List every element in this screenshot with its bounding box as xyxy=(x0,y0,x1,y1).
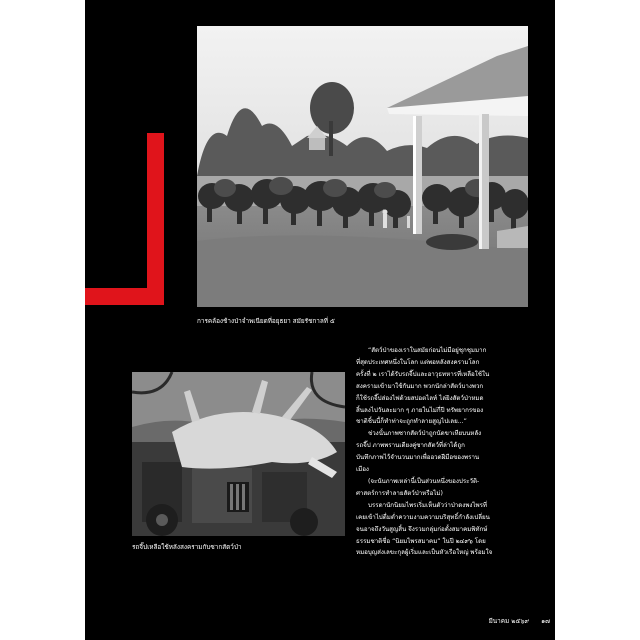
text-line: เคยเข้าไปดื่มด่ำความงามความบริสุทธิ์กำลังเปลี่ยน xyxy=(356,513,490,521)
page-footer xyxy=(479,616,550,626)
jeep-carcass-photo xyxy=(132,372,345,536)
text-line: ที่สุดประเทศหนึ่งในโลก แต่พอหลังสงครามโลก xyxy=(356,358,480,366)
text-line: จนอาจถึงวันสูญสิ้น จึงรวมกลุ่มก่อตั้งสมาคมพิทักษ์ xyxy=(356,525,488,533)
page-number: ๑๗ xyxy=(541,617,550,625)
article-paragraph xyxy=(356,476,528,500)
article-body xyxy=(356,345,528,559)
red-accent-horizontal-bar xyxy=(85,288,164,305)
bottom-photo-caption: รถจี๊ปเหลือใช้หลังสงครามกับซากสัตว์ป่า xyxy=(132,543,242,551)
text-line: รถจี๊ป ภาพพรานเดียงคู่ซากสัตว์ที่ล่าได้ถูก xyxy=(356,442,465,450)
text-line: บรรดานักนิยมไพรเริ่มเห็นตัวว่าป่าดงพงไพรที่ xyxy=(368,501,488,509)
text-line: ธรรมชาติชื่อ “นิยมไพรสมาคม” ในปี ๒๔๙๖ โดย xyxy=(356,537,486,545)
text-line: ครั้งที่ ๒ เราได้รับรถจี๊ปและอาวุธทหารที่เหลือใช้ใน xyxy=(356,370,490,378)
text-line: บันทึกภาพไว้จำนวนมากเพื่ออวดฝีมือของพราน xyxy=(356,454,480,462)
article-paragraph xyxy=(356,428,528,476)
text-line: หมอบุญส่งเลขะกุลผู้เริ่มและเป็นหัวเรือใหญ่ พร้อมใจ xyxy=(356,549,493,557)
text-line: ช่วงนั้นภาพซากสัตว์ป่าถูกนัดขาเหียบนหลัง xyxy=(368,430,482,438)
article-paragraph xyxy=(356,500,528,560)
text-line: สงครามเข้ามาใช้กันมาก พวกนักล่าสัตว์บางพวก xyxy=(356,382,484,390)
text-line: ศาสตร์การทำลายสัตว์ป่าหรือไม่) xyxy=(356,489,443,497)
elephant-kraal-photo xyxy=(197,26,528,307)
text-line: ก็ใช้รถจี๊ปส่องไฟด้วยสปอตไลท์ ไล่ยิงสัตว์ป่าหมด xyxy=(356,394,484,402)
red-accent-vertical-bar xyxy=(147,133,164,305)
text-line: เมือง xyxy=(356,466,369,474)
text-line: (จะนับภาพเหล่านี้เป็นส่วนหนึ่งของประวัติ- xyxy=(368,477,480,485)
text-line: “สัตว์ป่าของเราในสมัยก่อนไม่มีอยู่ชุกชุมมาก xyxy=(368,347,487,354)
top-photo-caption: การคล้องช้างป่าจำพเนียดที่อยุธยา สมัยรัชกาลที่ ๕ xyxy=(197,317,335,325)
issue-date: มีนาคม ๒๕๖๙ xyxy=(488,617,530,625)
text-line: ชาติชิ้นนี้ก็ทำท่าจะถูกทำลายสูญไปเลย...” xyxy=(356,418,467,426)
text-line: สิ้นลงไปวันละมาก ๆ ภายในไม่กี่ปี ทรัพยากรของ xyxy=(356,406,484,414)
article-paragraph xyxy=(356,345,528,428)
